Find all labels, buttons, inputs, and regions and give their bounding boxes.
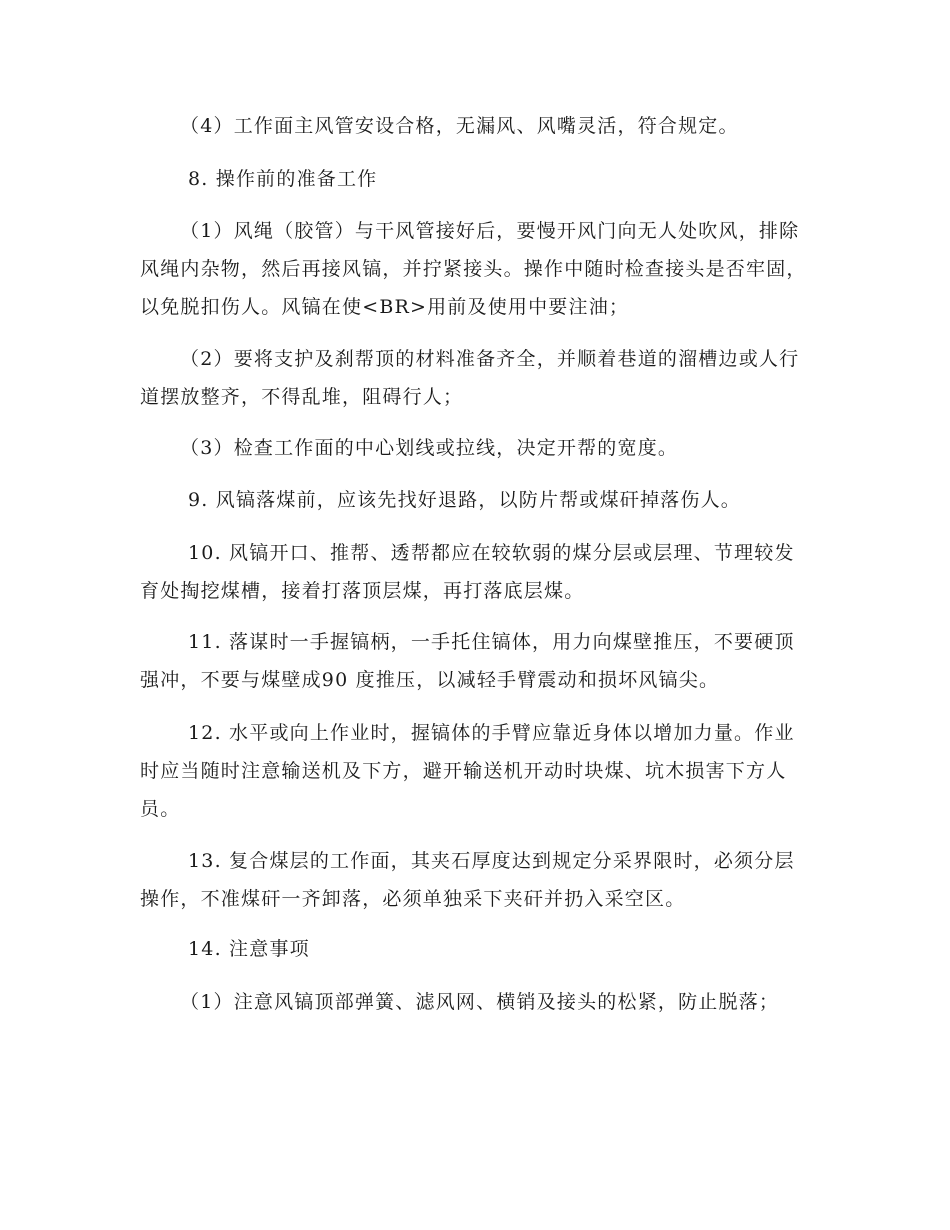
paragraph-1-spring-check: （1）注意风镐顶部弹簧、滤风网、横销及接头的松紧，防止脱落； [180, 991, 780, 1013]
paragraph-2-support-materials: （2）要将支护及刹帮顶的材料准备齐全，并顺着巷道的溜槽边或人行道摆放整齐，不得乱堆，阻碍行人； [140, 348, 800, 408]
heading-8-preparation: 8. 操作前的准备工作 [188, 168, 378, 190]
item-10-cutting-groove: 10. 风镐开口、推帮、透帮都应在较软弱的煤分层或层理、节理较发育处掏挖煤槽，接着打落顶层煤，再打落底层煤。 [140, 542, 795, 602]
paragraph-1-air-hose: （1）风绳（胶管）与干风管接好后，要慢开风门向无人处吹风，排除风绳内杂物，然后再接风镐，并拧紧接头。操作中随时检查接头是否牢固，以免脱扣伤人。风镐在使<BR>用前及使用中要注油； [140, 220, 807, 318]
item-9-retreat-path: 9. 风镐落煤前，应该先找好退路，以防片帮或煤矸掉落伤人。 [188, 489, 741, 511]
paragraph-4-main-air-pipe: （4）工作面主风管安设合格，无漏风、风嘴灵活，符合规定。 [180, 115, 739, 137]
heading-14-precautions: 14. 注意事项 [188, 938, 310, 960]
item-13-composite-seam: 13. 复合煤层的工作面，其夹石厚度达到规定分采界限时，必须分层操作，不准煤矸一齐卸落，必须单独采下夹矸并扔入采空区。 [140, 850, 795, 910]
item-11-pick-handling: 11. 落谋时一手握镐柄，一手托住镐体，用力向煤壁推压，不要硬顶强冲，不要与煤壁成90 度推压，以减轻手臂震动和损坏风镐尖。 [140, 631, 795, 691]
item-12-horizontal-work: 12. 水平或向上作业时，握镐体的手臂应靠近身体以增加力量。作业时应当随时注意输送机及下方，避开输送机开动时块煤、坑木损害下方人员。 [140, 722, 795, 820]
paragraph-3-center-line: （3）检查工作面的中心划线或拉线，决定开帮的宽度。 [180, 437, 679, 459]
